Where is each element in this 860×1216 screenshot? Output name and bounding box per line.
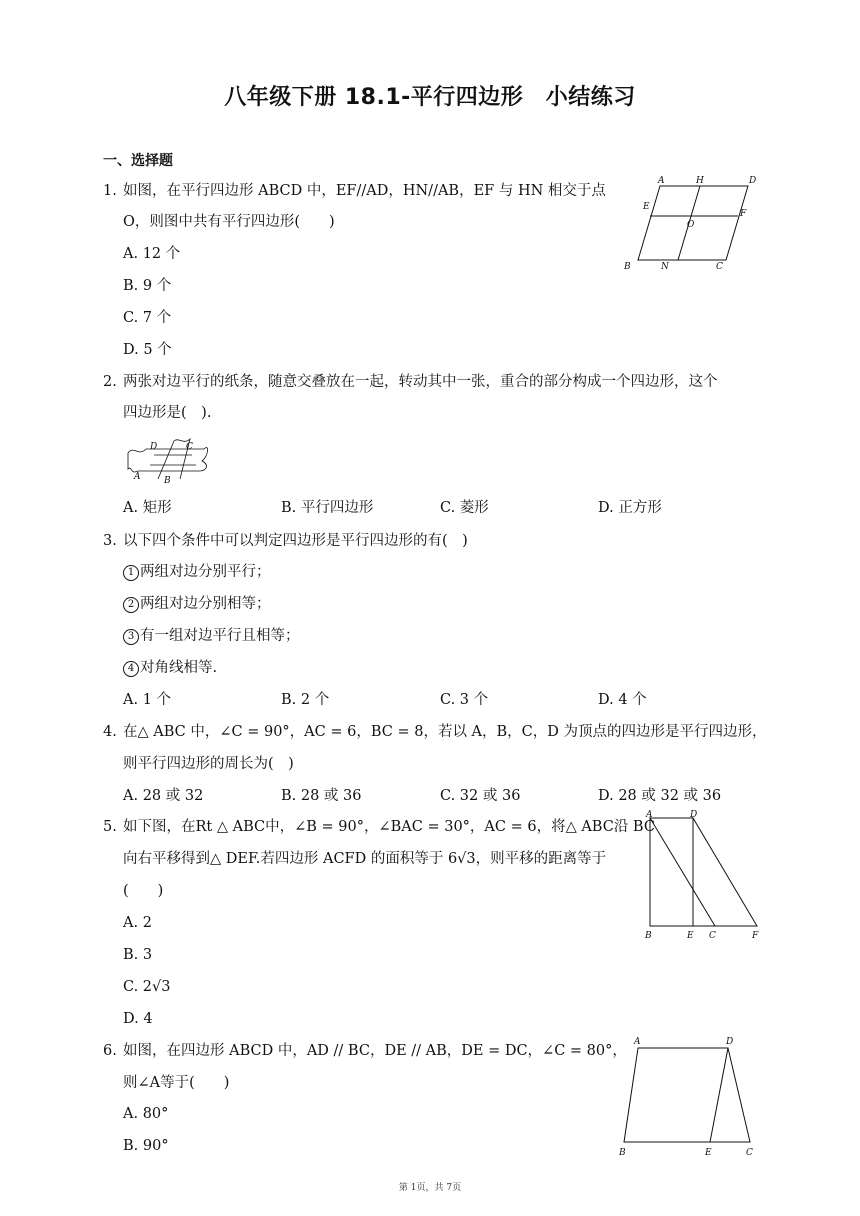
option-b: B. 28 或 36 xyxy=(281,788,362,804)
fig-label: D xyxy=(726,1037,734,1047)
option-b: B. 90° xyxy=(123,1138,169,1154)
question-number: 6. xyxy=(103,1043,117,1059)
fig-label: C xyxy=(746,1148,753,1158)
question-text: 如图，在平行四边形 ABCD 中，EF//AD，HN//AB，EF 与 HN 相交于点 xyxy=(123,183,606,199)
fig-label: D xyxy=(690,810,698,820)
option-c: C. 32 或 36 xyxy=(440,788,521,804)
condition-4: 4 对角线相等. xyxy=(123,658,217,678)
circled-number: 2 xyxy=(123,597,139,613)
question-text: O，则图中共有平行四边形( ) xyxy=(123,214,335,230)
option-b: B. 9 个 xyxy=(123,278,172,294)
fig-label: A xyxy=(658,176,665,186)
option-b: B. 3 xyxy=(123,947,153,963)
page-title: 八年级下册 18.1-平行四边形 小结练习 xyxy=(224,85,636,110)
option-a: A. 12 个 xyxy=(123,246,181,262)
fig-label: F xyxy=(752,931,759,941)
option-b: B. 2 个 xyxy=(281,692,330,708)
option-c: C. 2√3 xyxy=(123,979,171,995)
option-c: C. 菱形 xyxy=(440,500,489,516)
fig-label: B xyxy=(619,1148,626,1158)
question-text: 则∠A等于( ) xyxy=(123,1075,230,1091)
page-footer: 第 1页，共 7页 xyxy=(398,1183,462,1193)
question-text: 则平行四边形的周长为( ) xyxy=(123,756,294,772)
fig-label: C xyxy=(709,931,716,941)
option-c: C. 3 个 xyxy=(440,692,489,708)
section-heading: 一、选择题 xyxy=(103,153,173,169)
option-a: A. 2 xyxy=(123,915,152,931)
option-b: B. 平行四边形 xyxy=(281,500,374,516)
question-text: 四边形是( ). xyxy=(123,405,212,421)
question-number: 1. xyxy=(103,183,117,199)
condition-3: 3 有一组对边平行且相等； xyxy=(123,626,300,646)
question-text: ( ) xyxy=(123,883,164,899)
question-number: 2. xyxy=(103,374,117,390)
option-c: C. 7 个 xyxy=(123,310,172,326)
fig-label: O xyxy=(687,220,695,230)
fig-label: N xyxy=(661,262,669,272)
option-d: D. 正方形 xyxy=(598,500,662,516)
quadrilateral-figure xyxy=(616,1030,766,1165)
fig-label: C xyxy=(716,262,723,272)
parallelogram-figure xyxy=(618,172,768,272)
fig-label: A xyxy=(634,1037,641,1047)
fig-label: H xyxy=(696,176,704,186)
fig-label: E xyxy=(705,1148,712,1158)
fig-label: C xyxy=(186,442,193,452)
circled-number: 1 xyxy=(123,565,139,581)
question-number: 5. xyxy=(103,819,117,835)
circled-number: 3 xyxy=(123,629,139,645)
condition-1: 1 两组对边分别平行； xyxy=(123,562,271,582)
fig-label: A xyxy=(646,810,653,820)
question-number: 3. xyxy=(103,533,117,549)
option-d: D. 4 xyxy=(123,1011,153,1027)
question-text: 向右平移得到△ DEF.若四边形 ACFD 的面积等于 6√3，则平移的距离等于 xyxy=(123,851,607,867)
question-text: 如图，在四边形 ABCD 中，AD // BC，DE // AB，DE = DC，∠C = 80°， xyxy=(123,1043,627,1059)
fig-label: D xyxy=(749,176,757,186)
question-text: 在△ ABC 中，∠C = 90°，AC = 6，BC = 8，若以 A，B，C，D 为顶点的四边形是平行四边形， xyxy=(123,724,767,740)
question-text: 以下四个条件中可以判定四边形是平行四边形的有( ) xyxy=(123,533,468,549)
option-d: D. 5 个 xyxy=(123,342,172,358)
question-text: 两张对边平行的纸条，随意交叠放在一起，转动其中一张，重合的部分构成一个四边形，这个 xyxy=(123,374,718,390)
fig-label: A xyxy=(134,472,141,482)
circled-number: 4 xyxy=(123,661,139,677)
question-text: 如下图，在Rt △ ABC中，∠B = 90°，∠BAC = 30°，AC = 6，将△ ABC沿 BC xyxy=(123,819,655,835)
fig-label: B xyxy=(645,931,652,941)
question-number: 4. xyxy=(103,724,117,740)
fig-label: B xyxy=(164,476,171,486)
option-d: D. 4 个 xyxy=(598,692,647,708)
fig-label: E xyxy=(643,202,650,212)
option-a: A. 矩形 xyxy=(123,500,172,516)
paper-strips-figure xyxy=(124,435,214,487)
option-a: A. 28 或 32 xyxy=(123,788,204,804)
option-d: D. 28 或 32 或 36 xyxy=(598,788,722,804)
option-a: A. 80° xyxy=(123,1106,169,1122)
translation-figure xyxy=(640,808,770,943)
fig-label: B xyxy=(624,262,631,272)
condition-2: 2 两组对边分别相等； xyxy=(123,594,271,614)
fig-label: F xyxy=(740,209,747,219)
fig-label: D xyxy=(150,442,158,452)
fig-label: E xyxy=(687,931,694,941)
option-a: A. 1 个 xyxy=(123,692,172,708)
